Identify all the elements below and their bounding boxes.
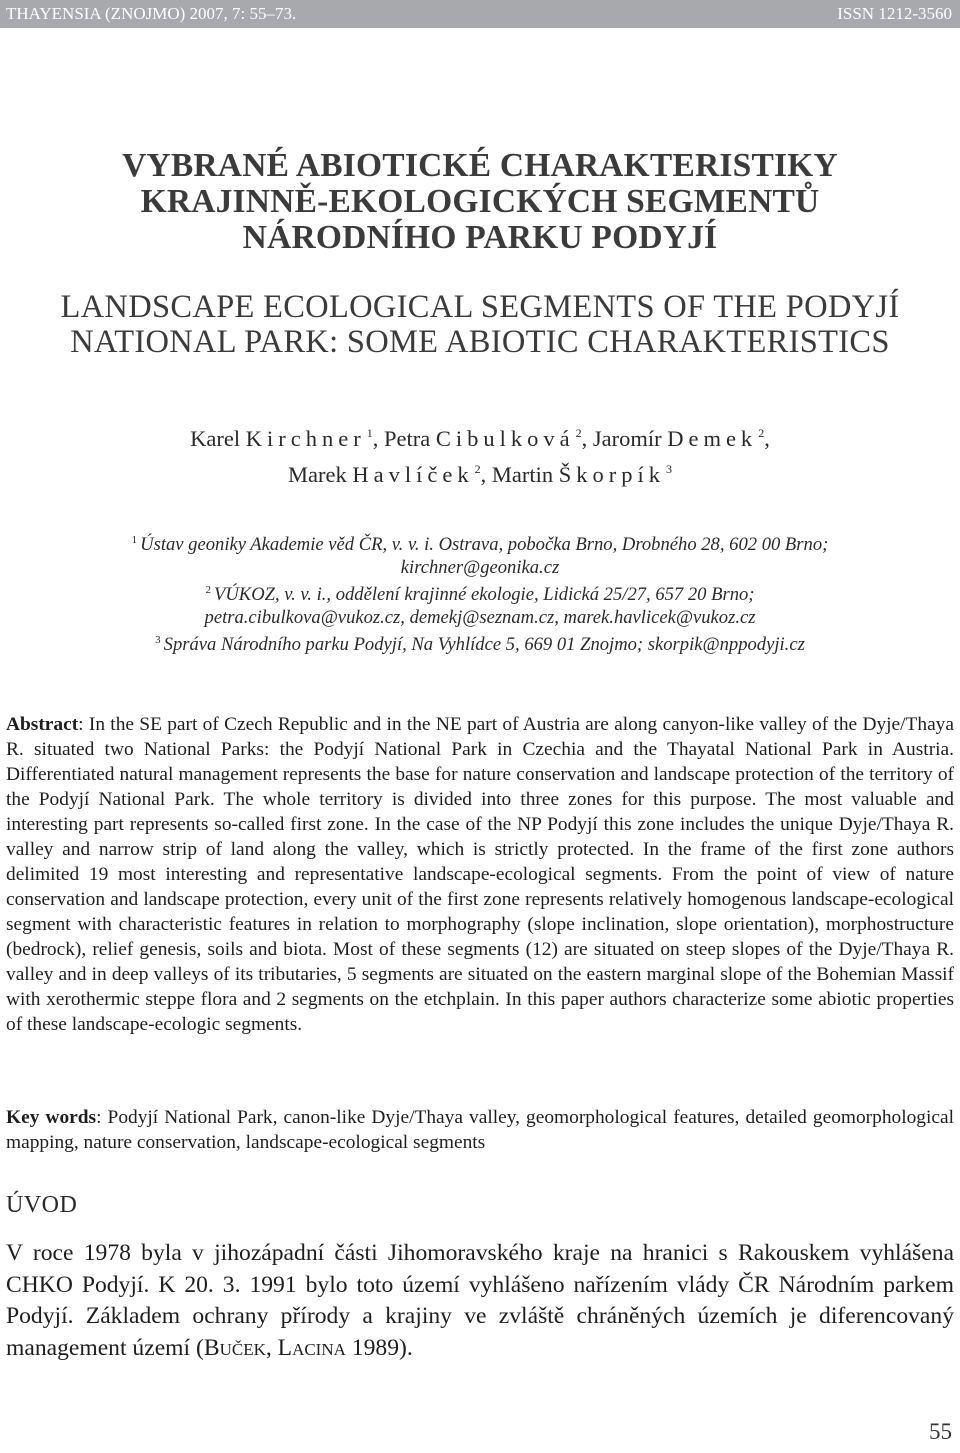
affiliations xyxy=(0,529,960,656)
abstract: Abstract: In the SE part of Czech Republic and in the NE part of Austria are along canyon-like valley of the Dyje/Thaya R. situated two National Parks: the Podyjí National Park in Czechia and the Thayatal National Park in Austria. Differentiated natural management represents the base for nature conservation and landscape protection of the territory of the Podyjí National Park. The whole territory is divided into three zones for this purpose. The most valuable and interesting part represents so-called first zone. In the case of the NP Podyjí this zone includes the unique Dyje/Thaya R. valley and narrow strip of land along the valley, which is strictly protected. In the frame of the first zone authors delimited 19 most interesting and representative landscape-ecological segments. From the point of view of nature conservation and landscape protection, every unit of the first zone represents relatively homogenous landscape-ecological segment with characteristic features in relation to morphography (slope inclination, slope orientation), morphostructure (bedrock), relief genesis, soils and biota. Most of these segments (12) are situated on steep slopes of the Dyje/Thaya R. valley and in deep valleys of its tributaries, 5 segments are situated on the eastern marginal slope of the Bohemian Massif with xerothermic steppe flora and 2 segments on the etchplain. In this paper authors characterize some abiotic properties of these landscape-ecologic segments. xyxy=(6,714,954,1035)
running-header xyxy=(0,0,960,28)
title-line: NÁRODNÍHO PARKU PODYJÍ xyxy=(242,219,718,256)
affiliation-mark: 3 xyxy=(665,462,672,476)
affiliation-number: 1 xyxy=(131,534,138,546)
section-heading: ÚVOD xyxy=(6,1192,78,1218)
author-first-name: Petra xyxy=(383,426,431,451)
author-surname: Kirchner xyxy=(245,426,366,451)
author-surname: Škorpík xyxy=(558,462,665,487)
affiliation-mark: 2 xyxy=(575,426,582,440)
author-line: Karel Kirchner$^1$, Petra Cibulková$^2$, Jaromír Demek$^2$, xyxy=(190,426,770,451)
subtitle-line: LANDSCAPE ECOLOGICAL SEGMENTS OF THE PODYJÍ xyxy=(60,289,900,325)
title-line: VYBRANÉ ABIOTICKÉ CHARAKTERISTIKY xyxy=(122,147,838,184)
affiliation-number: 3 xyxy=(155,634,161,646)
keywords-label: Key words xyxy=(6,1107,97,1128)
author-first-name: Jaromír xyxy=(592,426,662,451)
affiliation-2-emails: petra.cibulkova@vukoz.cz, demekj@seznam.cz, marek.havlicek@vukoz.cz xyxy=(204,607,756,628)
abstract-label: Abstract xyxy=(6,714,79,735)
english-title xyxy=(0,290,960,360)
affiliation-number: 2 xyxy=(205,584,211,596)
author-surname: Havlíček xyxy=(352,462,474,487)
author-first-name: Marek xyxy=(288,462,347,487)
keywords-text: Podyjí National Park, canon-like Dyje/Thaya valley, geomorphological features, detailed geomorphological mapping, nature conservation, landscape-ecological segments xyxy=(6,1107,954,1153)
citation-author: Lacina xyxy=(277,1334,346,1361)
author-surname: Demek xyxy=(667,426,758,451)
citation-author: Buček xyxy=(203,1334,266,1361)
author-first-name: Martin xyxy=(491,462,554,487)
affiliation-mark: 2 xyxy=(758,426,765,440)
page-number: 55 xyxy=(929,1419,952,1444)
author-list xyxy=(0,418,960,490)
author-first-name: Karel xyxy=(190,426,241,451)
affiliation-1: $^1$ Ústav geoniky Akademie věd ČR, v. v. i. Ostrava, pobočka Brno, Drobného 28, 602 00 Brno; xyxy=(131,534,829,555)
affiliation-mark: 1 xyxy=(366,426,373,440)
affiliation-1-email: kirchner@geonika.cz xyxy=(400,557,560,578)
abstract-text: In the SE part of Czech Republic and in the NE part of Austria are along canyon-like valley of the Dyje/Thaya R. situated two National Parks: the Podyjí National Park in Czechia and the Thayatal National Park in Austria. Differentiated natural management represents the base for nature conservation and landscape protection of the territory of the Podyjí National Park. The whole territory is divided into three zones for this purpose. The most valuable and interesting part represents so-called first zone. In the case of the NP Podyjí this zone includes the unique Dyje/Thaya R. valley and narrow strip of land along the valley, which is strictly protected. In the frame of the first zone authors delimited 19 most interesting and representative landscape-ecological segments. From the point of view of nature conservation and landscape protection, every unit of the first zone represents relatively homogenous landscape-ecological segment with characteristic features in relation to morphography (slope inclination, slope orientation), morphostructure (bedrock), relief genesis, soils and biota. Most of these segments (12) are situated on steep slopes of the Dyje/Thaya R. valley and in deep valleys of its tributaries, 5 segments are situated on the eastern marginal slope of the Bohemian Massif with xerothermic steppe flora and 2 segments on the etchplain. In this paper authors characterize some abiotic properties of these landscape-ecologic segments. xyxy=(6,714,954,1035)
affiliation-mark: 2 xyxy=(474,462,481,476)
subtitle-line: NATIONAL PARK: SOME ABIOTIC CHARAKTERISTICS xyxy=(70,324,890,360)
affiliation-3: $^3$ Správa Národního parku Podyjí, Na Vyhlídce 5, 669 01 Znojmo; skorpik@nppodyji.cz xyxy=(155,634,805,655)
journal-citation: THAYENSIA (ZNOJMO) 2007, 7: 55–73. xyxy=(6,4,297,23)
czech-title xyxy=(0,148,960,256)
author-line: Marek Havlíček$^2$, Martin Škorpík$^3$ xyxy=(288,462,672,487)
keywords: Key words: Podyjí National Park, canon-like Dyje/Thaya valley, geomorphological features, detailed geomorphological mapping, nature conservation, landscape-ecological segments xyxy=(6,1107,954,1153)
title-line: KRAJINNĚ-EKOLOGICKÝCH SEGMENTŮ xyxy=(140,183,820,220)
author-surname: Cibulková xyxy=(435,426,575,451)
issn: ISSN 1212-3560 xyxy=(837,4,952,23)
section-body: V roce 1978 byla v jihozápadní části Jihomoravského kraje na hranici s Rakouskem vyhlášena CHKO Podyjí. K 20. 3. 1991 bylo toto území vyhlášeno nařízením vlády ČR Národním parkem Podyjí. Základem ochrany přírody a krajiny ve zvláště chráněných územích je diferencovaný management území (Buček, Lacina 1989). xyxy=(6,1240,954,1361)
affiliation-2: $^2$ VÚKOZ, v. v. i., oddělení krajinné ekologie, Lidická 25/27, 657 20 Brno; xyxy=(205,584,755,605)
